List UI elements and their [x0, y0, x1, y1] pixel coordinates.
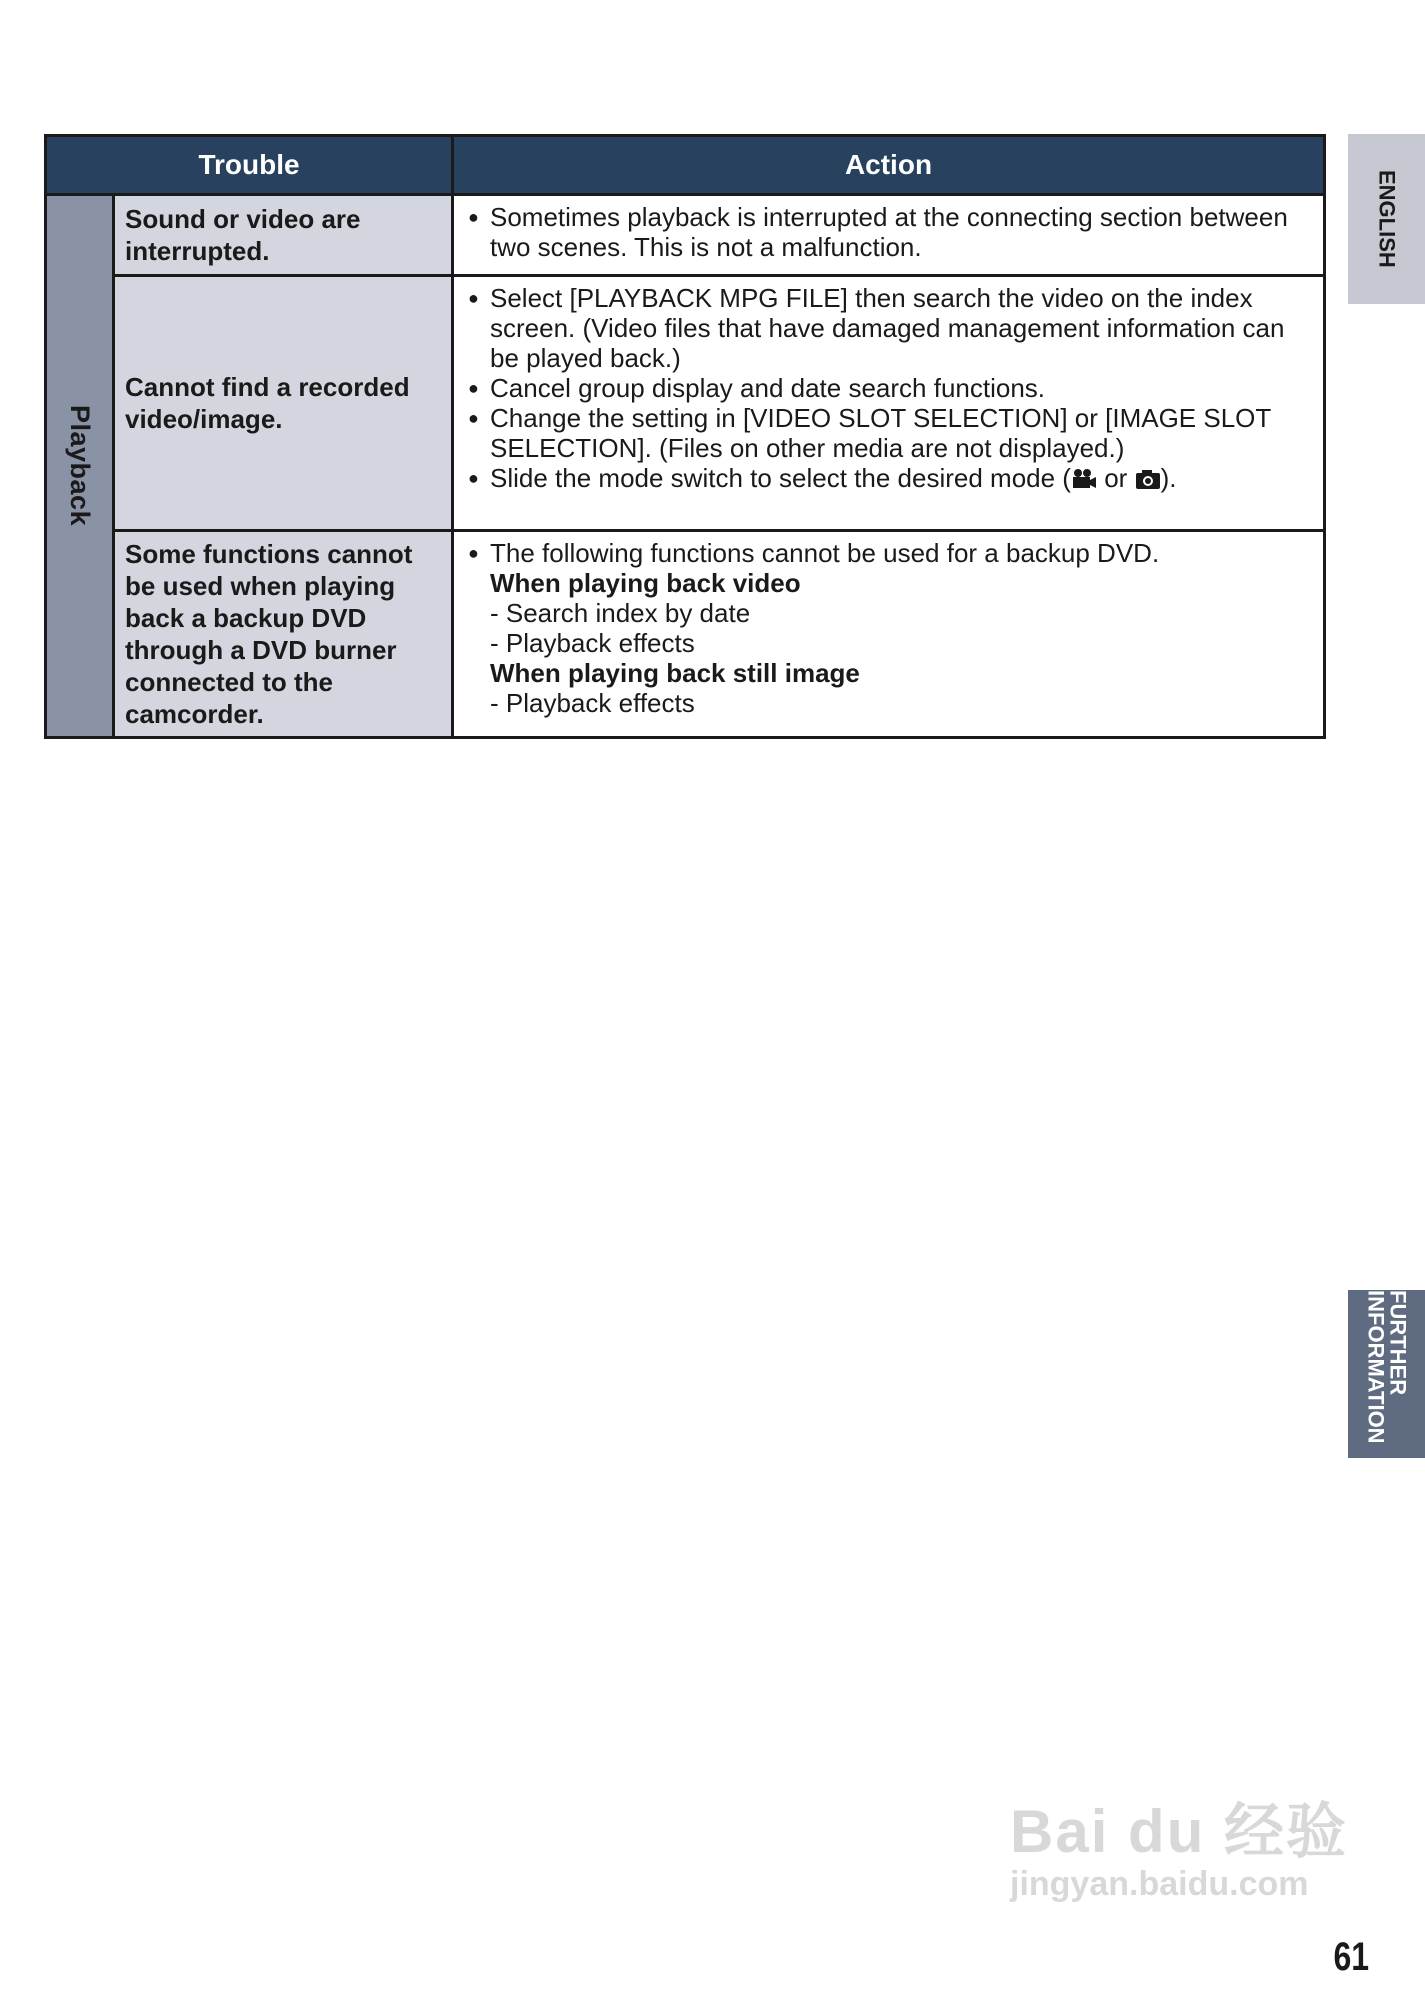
side-tab-english-label: ENGLISH: [1374, 170, 1400, 268]
action-bullet: ● Select [PLAYBACK MPG FILE] then search the video on the index screen. (Video files that have damaged management information can be played back.): [468, 283, 1313, 373]
video-heading: When playing back video: [490, 568, 801, 598]
category-label: Playback: [65, 405, 95, 527]
mode-or: or: [1104, 463, 1128, 493]
side-tab-further-information: [1348, 1290, 1425, 1458]
page-number: 61: [1332, 1935, 1369, 1979]
watermark-logo: Bai du 经验: [1010, 1798, 1349, 1865]
action-bullet: ● Change the setting in [VIDEO SLOT SELECTION] or [IMAGE SLOT SELECTION]. (Files on other media are not displayed.): [468, 403, 1313, 463]
table-header: [47, 137, 1323, 193]
troubleshooting-table: [44, 134, 1326, 739]
mode-text: Slide the mode switch to select the desired mode (: [490, 463, 1071, 493]
side-tab-further-label: FURTHER INFORMATION: [1363, 1290, 1411, 1444]
table-row: [115, 274, 1323, 529]
trouble-cell: Sound or video are interrupted.: [115, 196, 454, 274]
video-item: - Search index by date: [490, 598, 751, 628]
video-camera-icon: [1071, 468, 1097, 490]
still-camera-icon: [1135, 468, 1161, 490]
table-body: [47, 193, 1323, 736]
still-heading: When playing back still image: [490, 658, 860, 688]
video-item: - Playback effects: [490, 628, 695, 658]
action-bullet-mode: [468, 463, 1313, 493]
header-action: Action: [844, 149, 933, 180]
action-bullet: ● Cancel group display and date search functions.: [468, 373, 1313, 403]
side-tab-english: [1348, 134, 1425, 304]
trouble-cell: Cannot find a recorded video/image.: [115, 277, 454, 529]
trouble-cell: Some functions cannot be used when playing back a backup DVD through a DVD burner connected to the camcorder.: [115, 532, 454, 736]
watermark-url: jingyan.baidu.com: [1010, 1865, 1309, 1903]
action-cell: [454, 532, 1323, 736]
header-trouble: Trouble: [47, 137, 454, 193]
action-bullet: ● Sometimes playback is interrupted at the connecting section between two scenes. This is not a malfunction.: [468, 202, 1313, 262]
category-cell: [47, 196, 115, 736]
rows: [115, 196, 1323, 736]
action-bullet: ● The following functions cannot be used for a backup DVD.: [468, 538, 1313, 568]
table-row: [115, 529, 1323, 736]
action-cell: [454, 196, 1323, 274]
still-item: - Playback effects: [490, 688, 695, 718]
table-row: [115, 196, 1323, 274]
mode-end: ).: [1160, 463, 1177, 493]
action-cell: [454, 277, 1323, 529]
watermark: [1010, 1800, 1348, 1904]
